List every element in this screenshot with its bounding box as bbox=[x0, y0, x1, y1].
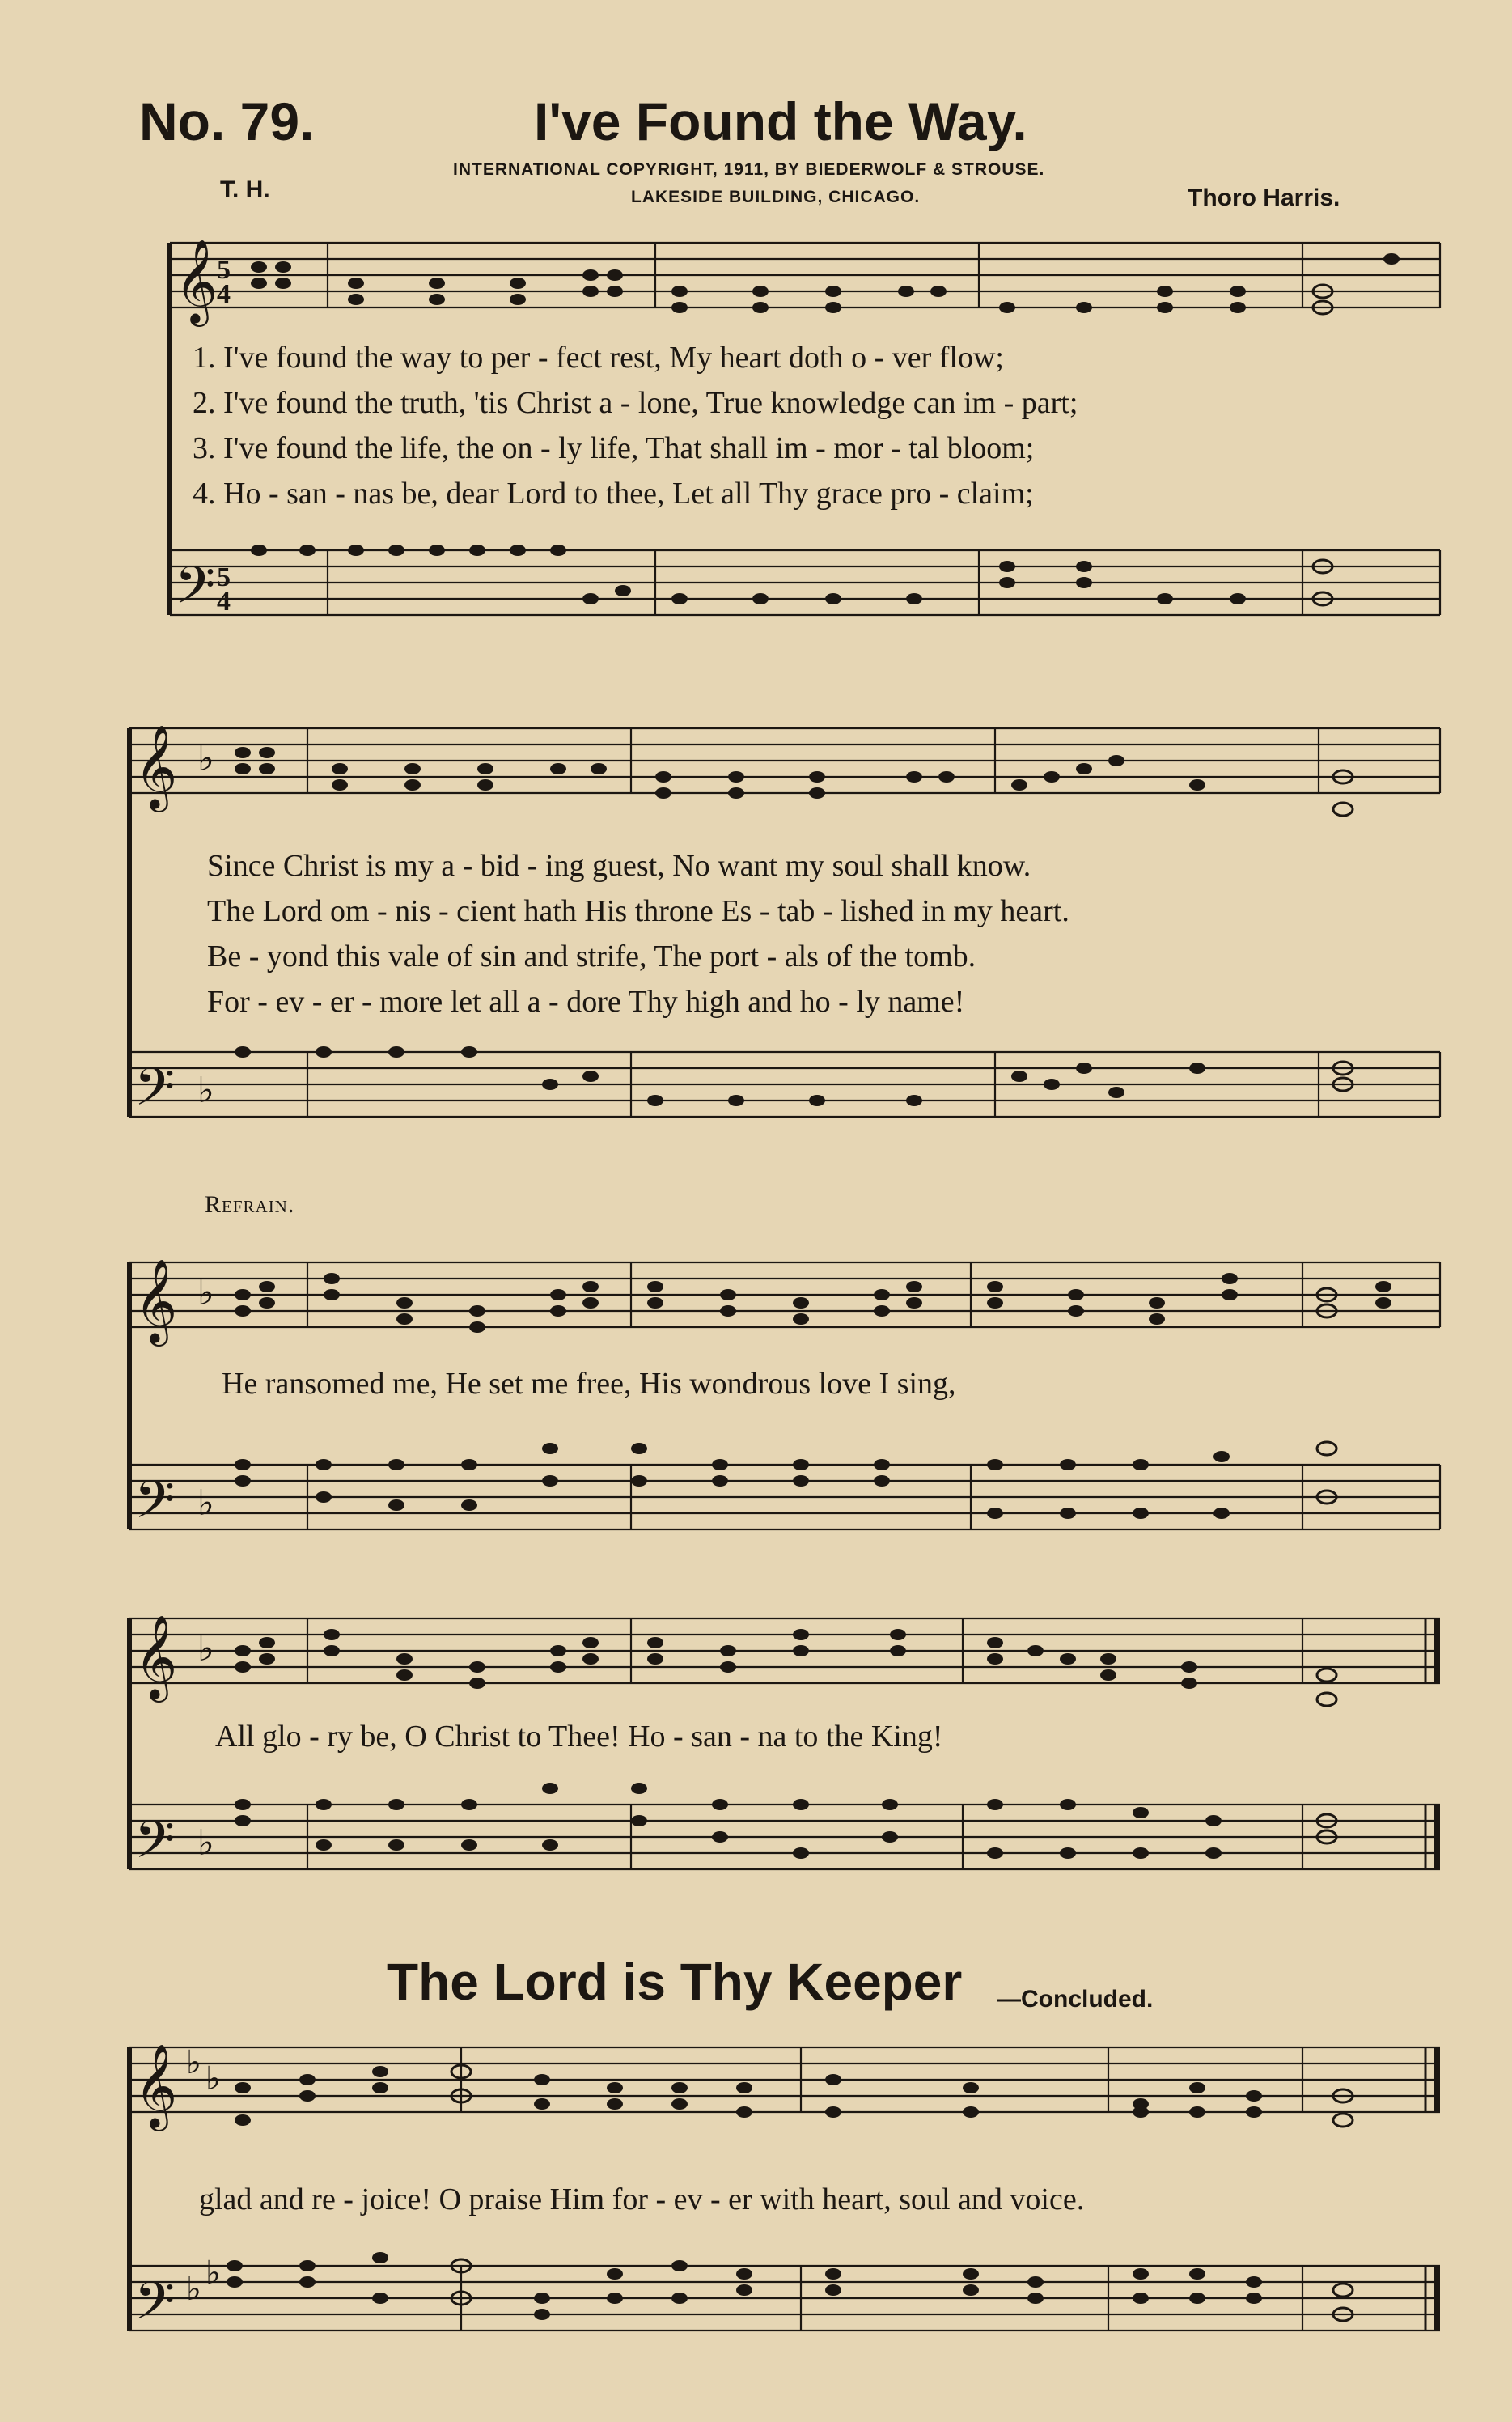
svg-text:𝄞: 𝄞 bbox=[175, 239, 218, 324]
music-system-5 bbox=[121, 2023, 1448, 2363]
svg-text:𝄢: 𝄢 bbox=[134, 1810, 176, 1883]
svg-text:4: 4 bbox=[217, 587, 231, 617]
composer-name: Thoro Harris. bbox=[1188, 185, 1340, 211]
verse-2-line-1: 2. I've found the truth, 'tis Christ a - lone, True knowledge can im - part; bbox=[193, 386, 1078, 420]
svg-text:𝄞: 𝄞 bbox=[134, 1258, 178, 1343]
svg-text:♭: ♭ bbox=[186, 2271, 201, 2307]
svg-text:♭: ♭ bbox=[197, 1273, 214, 1313]
verse-2-line-2: The Lord om - nis - cient hath His throne Es - tab - lished in my heart. bbox=[207, 894, 1069, 928]
second-hymn-title: The Lord is Thy Keeper bbox=[387, 1953, 963, 2011]
svg-text:♭: ♭ bbox=[197, 739, 214, 778]
title-row bbox=[0, 91, 1512, 163]
hymn-number: No. 79. bbox=[139, 91, 315, 151]
svg-text:♭: ♭ bbox=[205, 2254, 221, 2291]
lyricist-initials: T. H. bbox=[220, 176, 270, 203]
second-hymn-lyric-line: glad and re - joice! O praise Him for - ev - er with heart, soul and voice. bbox=[199, 2182, 1085, 2216]
refrain-lyric-line-2: All glo - ry be, O Christ to Thee! Ho - san - na to the King! bbox=[215, 1720, 943, 1754]
svg-text:𝄢: 𝄢 bbox=[175, 556, 216, 629]
staff-notation bbox=[121, 1586, 1448, 1942]
svg-text:♭: ♭ bbox=[197, 1483, 214, 1523]
svg-text:𝄞: 𝄞 bbox=[134, 1614, 178, 1699]
svg-text:𝄞: 𝄞 bbox=[134, 724, 178, 809]
svg-text:4: 4 bbox=[217, 279, 231, 309]
svg-text:𝄢: 𝄢 bbox=[134, 1058, 176, 1130]
verse-4-line-1: 4. Ho - san - nas be, dear Lord to thee, Let all Thy grace pro - claim; bbox=[193, 477, 1034, 511]
svg-text:𝄞: 𝄞 bbox=[134, 2043, 178, 2128]
verse-3-line-1: 3. I've found the life, the on - ly life, That shall im - mor - tal bloom; bbox=[193, 431, 1035, 465]
music-system-3 bbox=[121, 1230, 1448, 1570]
verse-1-line-1: 1. I've found the way to per - fect rest, My heart doth o - ver flow; bbox=[193, 341, 1004, 375]
verse-1-line-2: Since Christ is my a - bid - ing guest, No want my soul shall know. bbox=[207, 849, 1031, 883]
publisher-location: LAKESIDE BUILDING, CHICAGO. bbox=[631, 188, 921, 206]
svg-text:♭: ♭ bbox=[197, 1071, 214, 1110]
svg-text:♭: ♭ bbox=[186, 2044, 201, 2081]
svg-text:𝄢: 𝄢 bbox=[134, 1470, 176, 1543]
second-hymn-subtitle: —Concluded. bbox=[997, 1986, 1154, 2013]
copyright-notice: INTERNATIONAL COPYRIGHT, 1911, BY BIEDERWOLF & STROUSE. bbox=[453, 160, 1045, 179]
music-system-1 bbox=[121, 218, 1448, 655]
music-system-2 bbox=[121, 696, 1448, 1181]
svg-text:♭: ♭ bbox=[197, 1823, 214, 1863]
music-system-4 bbox=[121, 1586, 1448, 1942]
svg-text:♭: ♭ bbox=[197, 1629, 214, 1669]
refrain-label: Refrain. bbox=[205, 1191, 295, 1218]
verse-3-line-2: Be - yond this vale of sin and strife, The port - als of the tomb. bbox=[207, 940, 976, 973]
hymn-title: I've Found the Way. bbox=[534, 91, 1027, 151]
svg-text:♭: ♭ bbox=[205, 2060, 221, 2097]
svg-text:𝄢: 𝄢 bbox=[134, 2271, 176, 2344]
svg-text:5: 5 bbox=[217, 255, 231, 285]
verse-4-line-2: For - ev - er - more let all a - dore Thy high and ho - ly name! bbox=[207, 985, 965, 1019]
refrain-lyric-line-1: He ransomed me, He set me free, His wondrous love I sing, bbox=[222, 1367, 956, 1401]
svg-text:5: 5 bbox=[217, 562, 231, 592]
